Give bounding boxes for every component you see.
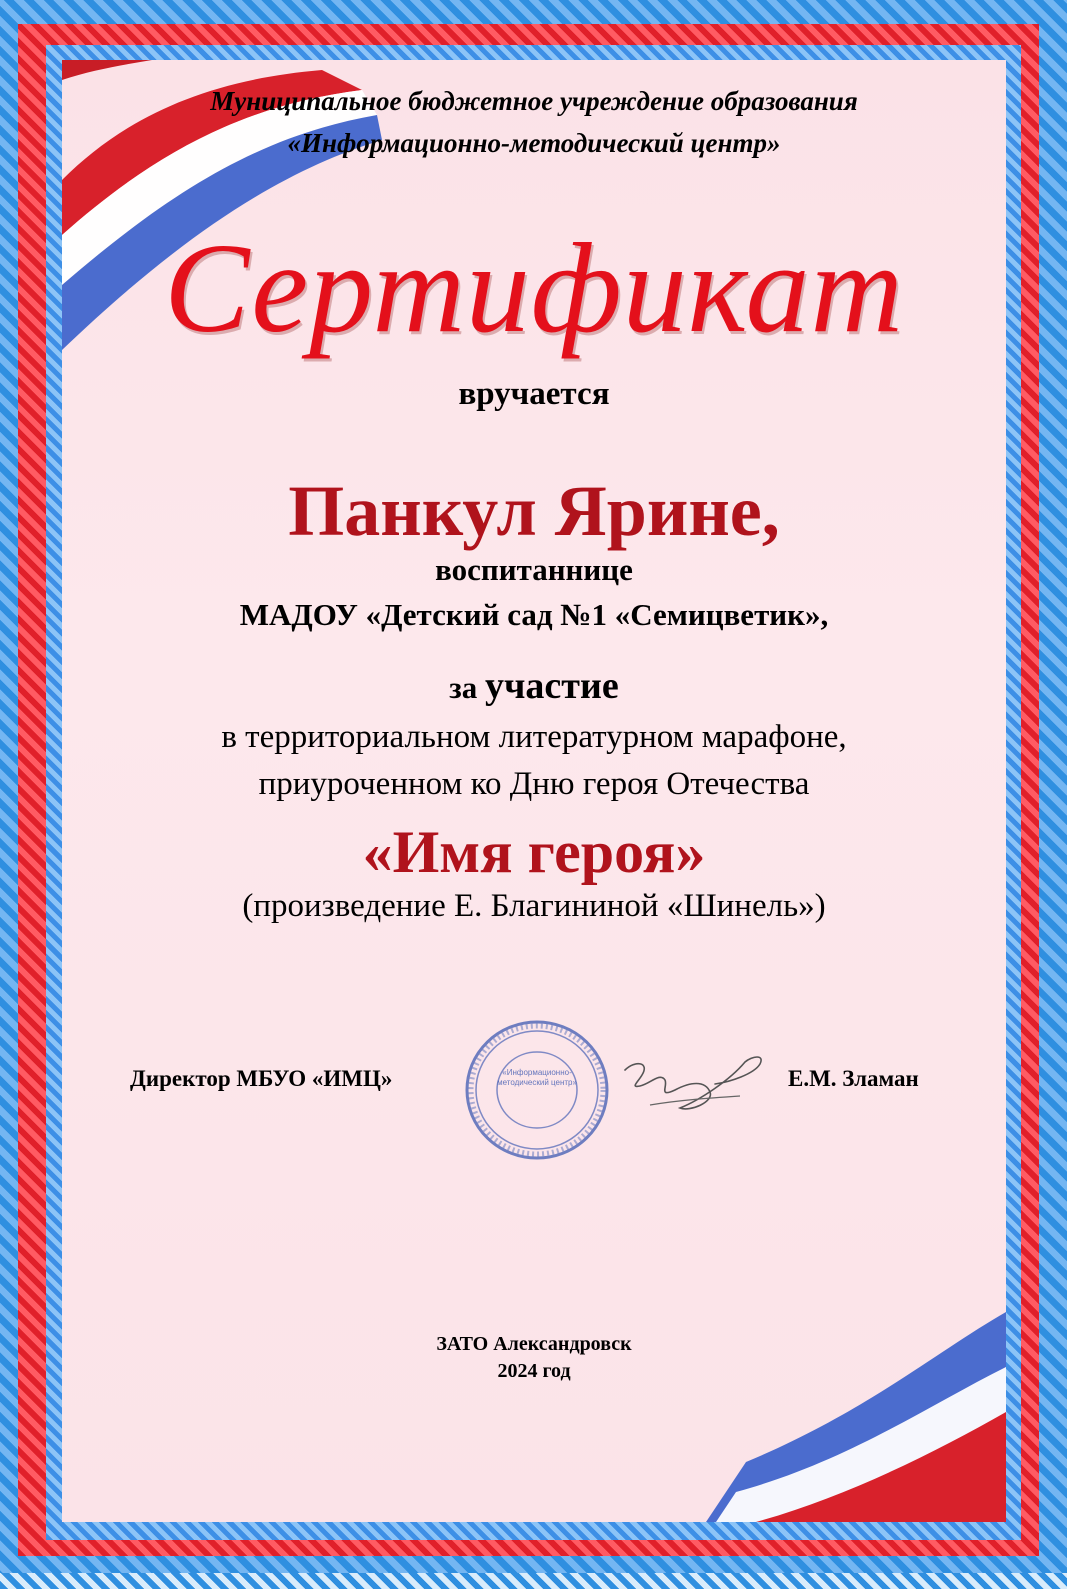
org-name-line2: «Информационно-методический центр»	[287, 128, 781, 158]
signature	[620, 1050, 770, 1120]
description-line1: в территориальном литературном марафоне,	[221, 719, 847, 755]
certificate-title: Сертификат	[164, 217, 904, 359]
school-name: МАДОУ «Детский сад №1 «Семицветик»,	[239, 597, 829, 632]
director-name: Е.М. Зламан	[788, 1066, 919, 1091]
official-seal	[463, 1018, 611, 1162]
bottom-stripe	[0, 1573, 1067, 1589]
recipient-role: воспитаннице	[435, 552, 633, 587]
for-prefix: за	[449, 670, 478, 705]
recipient-name: Панкул Ярине,	[288, 471, 780, 551]
event-name: «Имя героя»	[362, 819, 706, 885]
description-line2: приуроченном ко Дню героя Отечества	[258, 766, 810, 802]
year: 2024 год	[497, 1360, 571, 1382]
work-title: (произведение Е. Благининой «Шинель»)	[242, 888, 826, 924]
city: ЗАТО Александровск	[436, 1333, 632, 1355]
for-word: участие	[484, 665, 619, 707]
seal-text: «Информационно-методический центр»	[497, 1068, 577, 1087]
for-participation	[62, 664, 1006, 708]
org-name-line1: Муниципальное бюджетное учреждение образования	[210, 86, 858, 116]
flag-ribbon-bottom-right	[676, 1292, 1006, 1522]
director-title: Директор МБУО «ИМЦ»	[130, 1066, 393, 1091]
awarded-text: вручается	[458, 376, 610, 412]
